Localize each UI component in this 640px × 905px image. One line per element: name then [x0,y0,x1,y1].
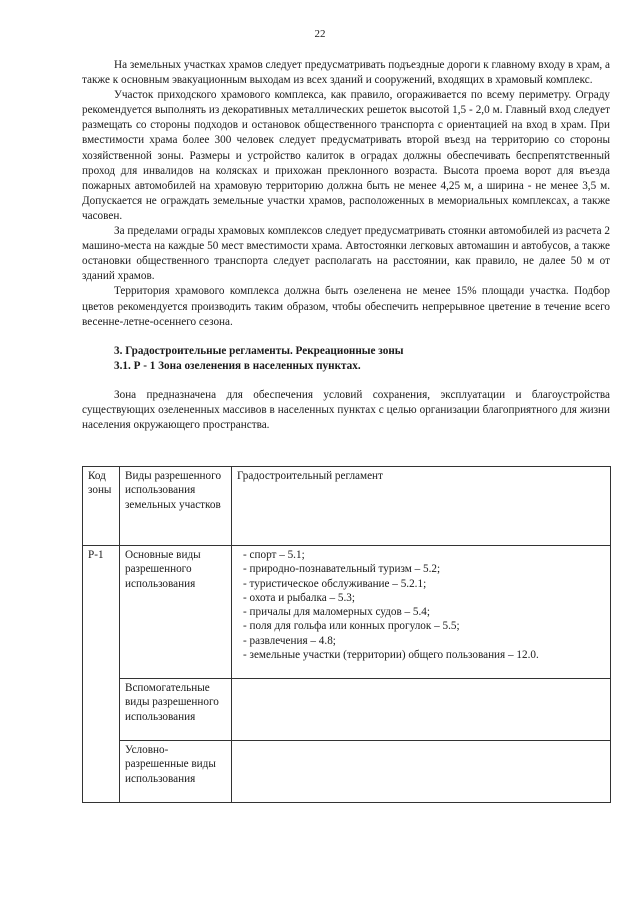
subsection-heading: 3.1. Р - 1 Зона озеленения в населенных пунктах. [114,359,361,372]
page-number: 22 [314,28,326,40]
paragraph-parking: За пределами ограды храмовых комплексов следует предусматривать стоянки автомобилей из расчета 2 машино-места на каждые 50 мест вместимости храма. Автостоянки легковых автомашин и автобусов, а также остановки общественного транспорта следует располагать на расстоянии, как правило, не далее 50 м от зданий храмов. [82,225,610,283]
list-item: - причалы для маломерных судов – 5.4; [243,606,431,619]
paragraph-fencing: Участок приходского храмового комплекса, как правило, огораживается по всему периметру. Ограду рекомендуется выполнять из декоративных металлических решеток высотой 1,5 - 2,0 м. Главный вход следует размещать со стороны подходов и остановок общественного транспорта с ориентацией на вход в храм. При вместимости храма более 300 человек следует предусматривать второй въезд на территорию со стороны хозяйственной зоны. Размеры и устройство калиток в оградах должны обеспечивать беспрепятственный проход для инвалидов на колясках и прихожан преклонного возраста. Высота проема ворот для въезда пожарных автомобилей на храмовую территорию должна быть не менее 4,25 м, а ширина - не менее 3,5 м. Допускается не ограждать земельные участки храмов, расположенных в мемориальных комплексах, а также часовен. [82,89,610,222]
table-row [83,546,611,679]
header-zone-code: Код зоны [83,467,120,546]
main-uses-label: Основные виды разрешенного использования [120,546,232,679]
list-item: - туристическое обслуживание – 5.2.1; [243,577,427,590]
zone-code-cell: Р-1 [83,546,120,803]
table-header-row [83,467,611,546]
paragraph-landscaping: Территория храмового комплекса должна быть озеленена не менее 15% площади участка. Подбор цветов рекомендуется производить таким образом, чтобы обеспечить непрерывное цветение в течение всего весенне-летне-осеннего сезона. [82,285,610,328]
document-body [82,58,610,433]
conditional-uses-label: Условно-разрешенные виды использования [120,741,232,803]
header-regulation: Градостроительный регламент [232,467,611,546]
table-row [83,741,611,803]
zone-intro: Зона предназначена для обеспечения условий сохранения, эксплуатации и благоустройства существующих озелененных массивов в населенных пунктах с целью организации благоприятного для жизни населения окружающего пространства. [82,388,610,432]
main-uses-cell [232,546,611,679]
paragraph-access-roads: На земельных участках храмов следует предусматривать подъездные дороги к главному входу в храм, а также к основным эвакуационным выходам из всех зданий и сооружений, входящих в храмовый комплекс. [82,59,610,87]
list-item: - земельные участки (территории) общего пользования – 12.0. [243,649,539,662]
auxiliary-uses-label: Вспомогательные виды разрешенного использования [120,679,232,741]
table-row [83,679,611,741]
header-use-types: Виды разрешенного использования земельных участков [120,467,232,546]
list-item: - охота и рыбалка – 5.3; [243,591,355,604]
main-uses-list [237,548,606,662]
auxiliary-uses-cell [232,679,611,741]
conditional-uses-cell [232,741,611,803]
list-item: - спорт – 5.1; [243,549,305,561]
section-spacer [82,330,610,344]
section-heading: 3. Градостроительные регламенты. Рекреационные зоны [114,344,404,357]
list-item: - поля для гольфа или конных прогулок – 5.5; [243,620,460,633]
list-item: - развлечения – 4.8; [243,634,336,647]
list-item: - природно-познавательный туризм – 5.2; [243,563,441,576]
regulations-table [82,466,611,803]
